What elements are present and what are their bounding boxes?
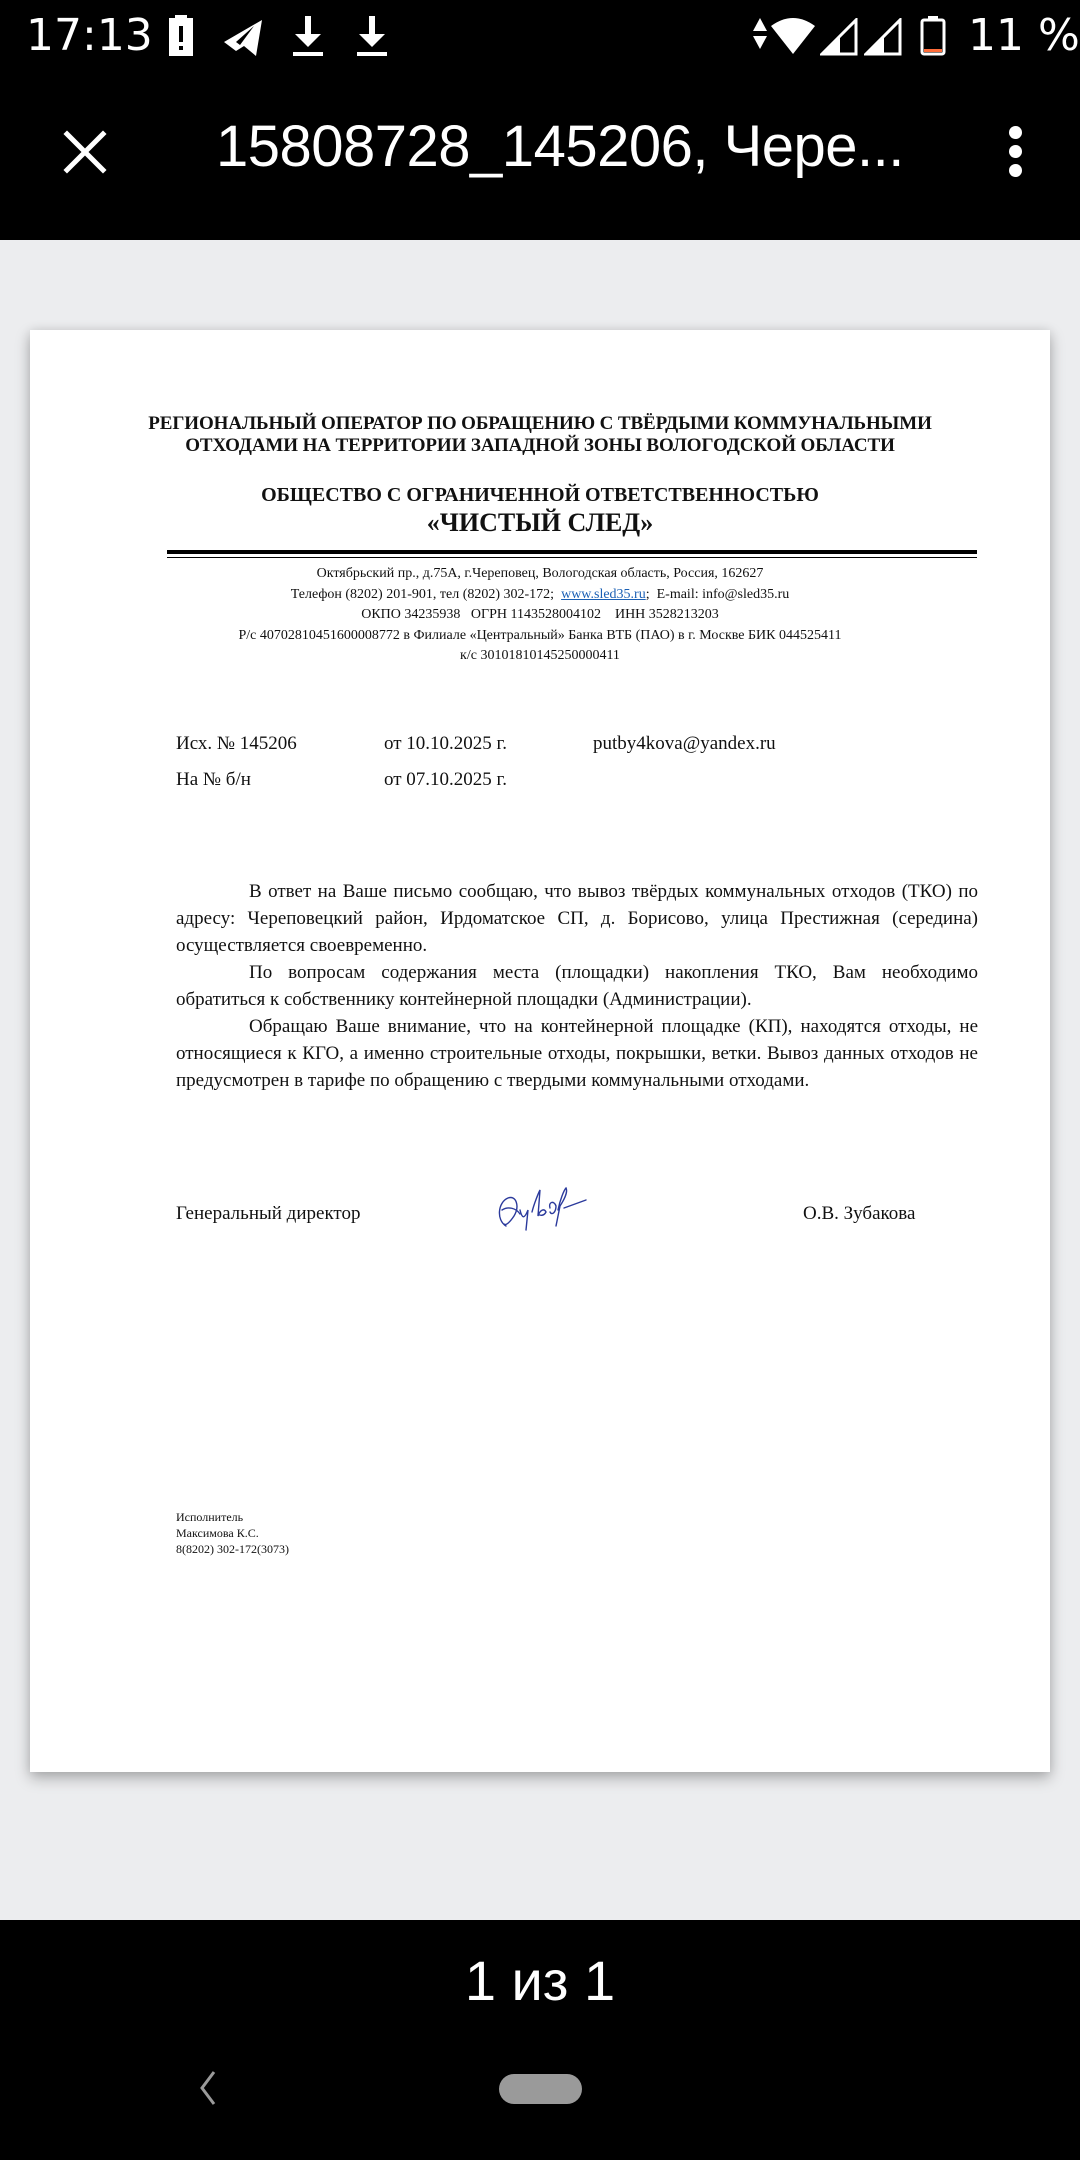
more-vert-icon: [1009, 123, 1022, 180]
org-type: ОБЩЕСТВО С ОГРАНИЧЕННОЙ ОТВЕТСТВЕННОСТЬЮ: [261, 484, 819, 506]
home-pill-icon[interactable]: [499, 2074, 582, 2104]
executor-name: Максимова К.С.: [176, 1526, 259, 1540]
incoming-date: от 07.10.2025 г.: [384, 769, 507, 790]
handwritten-signature: [494, 1180, 589, 1240]
executor-label: Исполнитель: [176, 1510, 244, 1524]
reference-block: [176, 726, 976, 798]
bottom-bar: [0, 1920, 1080, 2160]
executor-block: [176, 1509, 289, 1557]
phone-line: Телефон (8202) 201-901, тел (8202) 302-172; www.sled35.ru; E-mail: info@sled35.ru: [290, 586, 790, 602]
executor-phone: 8(8202) 302-172(3073): [176, 1542, 289, 1556]
letterhead-line-1: РЕГИОНАЛЬНЫЙ ОПЕРАТОР ПО ОБРАЩЕНИЮ С ТВЁРДЫМИ КОММУНАЛЬНЫМИ: [148, 413, 932, 434]
document-viewer[interactable]: [0, 240, 1080, 1920]
bank-details: Р/с 40702810451600008772 в Филиале «Центральный» Банка ВТБ (ПАО) в г. Москве БИК 044525411: [238, 627, 842, 643]
page-indicator: 1 из 1: [464, 1949, 616, 2012]
outgoing-date: от 10.10.2025 г.: [384, 733, 507, 754]
org-name: «ЧИСТЫЙ СЛЕД»: [426, 508, 654, 537]
close-icon: [63, 130, 107, 174]
recipient-email: putby4kova@yandex.ru: [593, 733, 776, 754]
website-link[interactable]: www.sled35.ru: [561, 586, 646, 602]
letterhead-divider: [167, 550, 977, 554]
signatory-name: О.В. Зубакова: [803, 1203, 916, 1224]
paragraph: По вопросам содержания места (площадки) накопления ТКО, Вам необходимо обратиться к собственнику контейнерной площадки (Администрации).: [176, 962, 978, 1010]
outgoing-ref-row: [176, 726, 976, 762]
data-arrows-icon: [752, 18, 768, 50]
more-options-button[interactable]: [990, 123, 1040, 193]
signal-icon: [820, 18, 858, 56]
address: Октябрьский пр., д.75А, г.Череповец, Вологодская область, Россия, 162627: [316, 566, 764, 581]
incoming-ref-row: [176, 762, 976, 798]
signal-icon: [864, 18, 902, 56]
telegram-icon: [222, 18, 264, 56]
status-bar: [0, 0, 1080, 75]
nav-back-button[interactable]: [190, 2068, 226, 2108]
back-chevron-icon: [190, 2068, 226, 2108]
paragraph: Обращаю Ваше внимание, что на контейнерной площадке (КП), находятся отходы, не относящиеся к КГО, а именно строительные отходы, покрышки, ветки. Вывоз данных отходов не предусмотрен в тарифе по обращению с твердыми коммунальными отходами.: [176, 1016, 978, 1091]
contact-block: [30, 564, 1050, 667]
outgoing-number: Исх. № 145206: [176, 733, 297, 754]
paragraph: В ответ на Ваше письмо сообщаю, что вывоз твёрдых коммунальных отходов (ТКО) по адресу: Череповецкий район, Ирдоматское СП, д. Борисово, улица Престижная (середина) осуществляется своевременно.: [176, 881, 978, 956]
app-bar: [0, 75, 1080, 240]
signatory-title: Генеральный директор: [176, 1203, 361, 1224]
download-icon: [356, 16, 388, 58]
document-page: [30, 330, 1050, 1772]
battery-percentage: 11 %: [968, 10, 1080, 61]
registry-numbers: ОКПО 34235938 ОГРН 1143528004102 ИНН 3528213203: [361, 607, 719, 622]
wifi-icon: [770, 16, 816, 56]
signature-block: [176, 1196, 976, 1256]
close-button[interactable]: [50, 117, 120, 187]
incoming-number: На № б/н: [176, 769, 251, 790]
letter-body: [176, 878, 978, 1094]
letterhead-operator: [30, 413, 1050, 457]
battery-icon: [920, 16, 946, 56]
letterhead-line-2: ОТХОДАМИ НА ТЕРРИТОРИИ ЗАПАДНОЙ ЗОНЫ ВОЛОГОДСКОЙ ОБЛАСТИ: [185, 435, 895, 456]
download-icon: [292, 16, 324, 58]
status-time: 17:13: [26, 10, 153, 61]
battery-alert-icon: [168, 15, 196, 57]
correspondent-account: к/с 30101810145250000411: [460, 648, 620, 663]
letterhead-divider-thin: [167, 557, 977, 558]
document-title: 15808728_145206, Чере...: [216, 114, 904, 179]
